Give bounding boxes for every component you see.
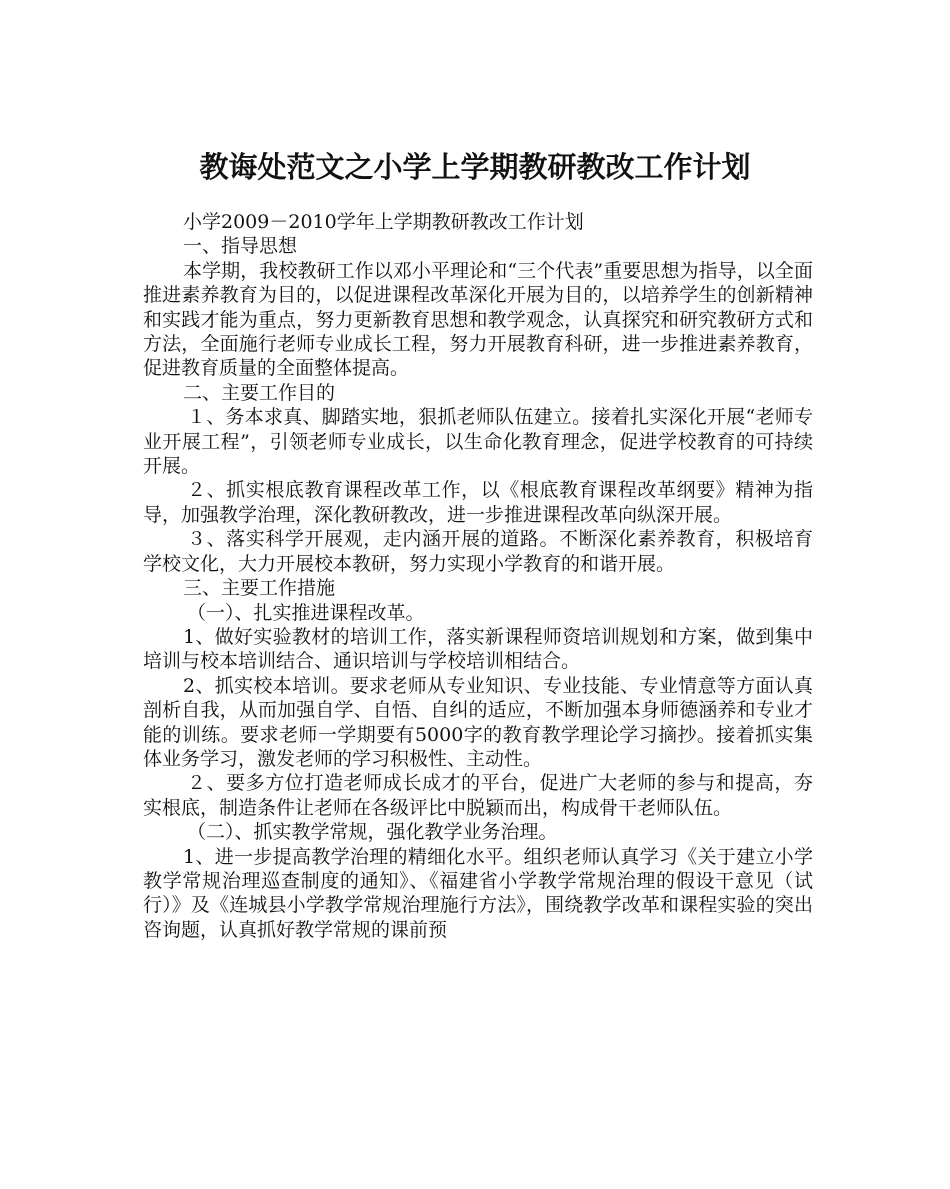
measure-item-1: 1、做好实验教材的培训工作，落实新课程师资培训规划和方案，做到集中培训与校本培训结合、通识培训与学校培训相结合。 bbox=[143, 625, 813, 673]
section-heading-guiding-thought: 一、指导思想 bbox=[183, 235, 298, 258]
paragraph-guiding-thought: 本学期，我校教研工作以邓小平理论和“三个代表”重要思想为指导，以全面推进素养教育为目的，以促进课程改革深化开展为目的，以培养学生的创新精神和实践才能为重点，努力更新教育思想和教学观念，认真探究和研究教研方式和方法，全面施行老师专业成长工程，努力开展教育科研，进一步推进素养教育，促进教育质量的全面整体提高。 bbox=[143, 259, 813, 380]
subsection-heading-curriculum-reform: （一）、扎实推进课程改革。 bbox=[187, 601, 425, 624]
goal-item-3: ３、落实科学开展观，走内涵开展的道路。不断深化素养教育，积极培育学校文化，大力开展校本教研，努力实现小学教育的和谐开展。 bbox=[143, 528, 813, 575]
routine-item-1: 1、进一步提高教学治理的精细化水平。组织老师认真学习《关于建立小学教学常规治理巡查制度的通知》、《福建省小学教学常规治理的假设干意见（试行）》及《连城县小学教学常规治理施行方法》，围绕教学改革和课程实验的突出咨询题，认真抓好教学常规的课前预 bbox=[143, 845, 813, 941]
section-heading-main-measures: 三、主要工作措施 bbox=[183, 577, 336, 600]
plan-subtitle: 小学2009－2010学年上学期教研教改工作计划 bbox=[183, 211, 584, 233]
measure-item-2: 2、抓实校本培训。要求老师从专业知识、专业技能、专业情意等方面认真剖析自我，从而加强自学、自悟、自纠的适应，不断加强本身师德涵养和专业才能的训练。要求老师一学期要有5000字的教育教学理论学习摘抄。接着抓实集体业务学习，激发老师的学习积极性、主动性。 bbox=[143, 674, 813, 770]
document-body bbox=[143, 210, 813, 942]
subsection-heading-teaching-routine: （二）、抓实教学常规，强化教学业务治理。 bbox=[187, 821, 558, 844]
goal-item-2: ２、抓实根底教育课程改革工作，以《根底教育课程改革纲要》精神为指导，加强教学治理，深化教研教改，进一步推进课程改革向纵深开展。 bbox=[143, 479, 813, 526]
section-heading-main-goals: 二、主要工作目的 bbox=[183, 381, 336, 404]
document-title: 教诲处范文之小学上学期教研教改工作计划 bbox=[199, 150, 751, 185]
measure-item-3: ２、要多方位打造老师成长成才的平台，促进广大老师的参与和提高，夯实根底，制造条件让老师在各级评比中脱颖而出，构成骨干老师队伍。 bbox=[143, 772, 813, 819]
goal-item-1: １、务本求真、脚踏实地，狠抓老师队伍建立。接着扎实深化开展“老师专业开展工程”，引领老师专业成长，以生命化教育理念，促进学校教育的可持续开展。 bbox=[143, 406, 813, 478]
